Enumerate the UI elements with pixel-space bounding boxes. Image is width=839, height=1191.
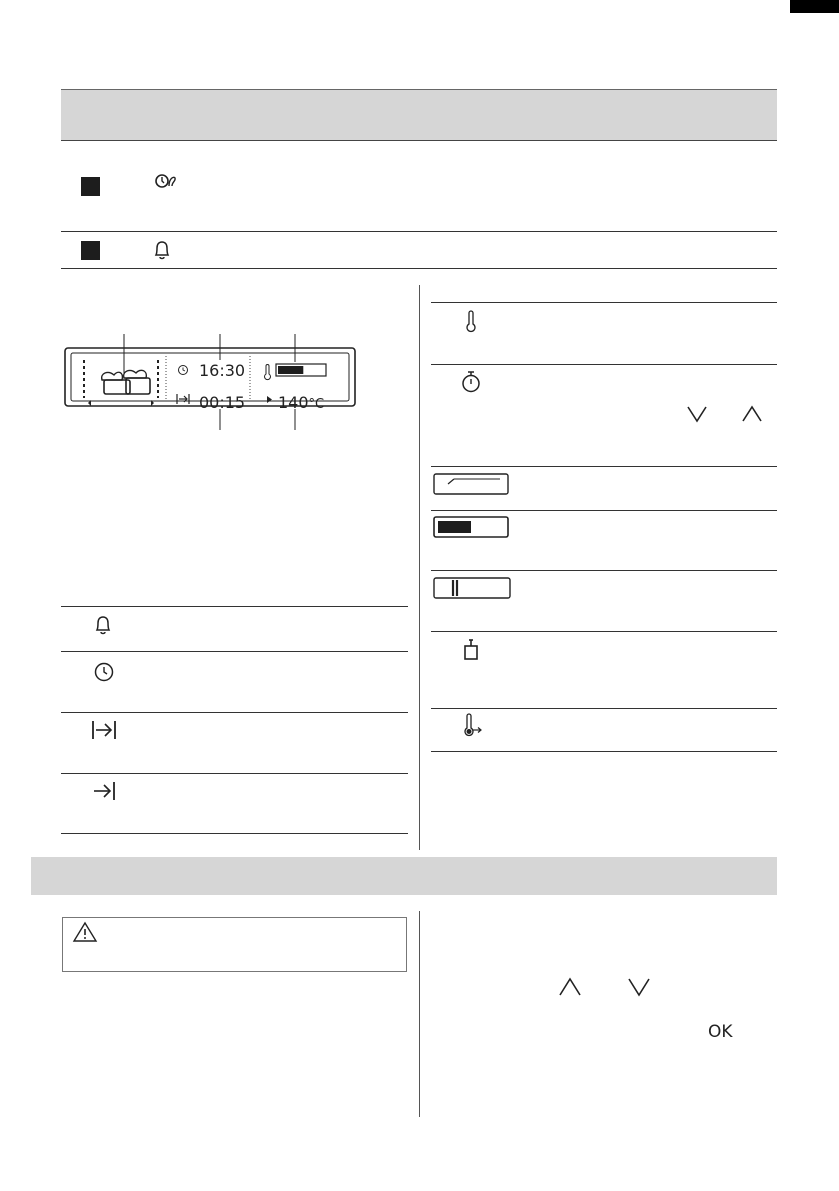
bar-position-icon — [432, 576, 512, 600]
right-list-divider-1 — [431, 364, 777, 365]
duration-icon — [90, 719, 118, 741]
warning-triangle-icon — [72, 921, 98, 943]
left-list-divider-2 — [61, 712, 408, 713]
core-temp-icon — [464, 310, 478, 334]
display-temperature — [278, 393, 324, 412]
right-list-bottom-border — [431, 751, 777, 752]
chevron-down-icon[interactable] — [685, 404, 709, 424]
row-marker-2 — [81, 241, 100, 260]
right-list-divider-2 — [431, 466, 777, 467]
chevron-down-icon[interactable] — [626, 976, 652, 998]
column-separator-lower — [419, 911, 420, 1117]
chevron-up-icon[interactable] — [557, 976, 583, 998]
row-marker-1 — [81, 177, 100, 196]
stopwatch-icon — [461, 370, 481, 394]
probe-icon — [462, 713, 484, 739]
display-time: 16:30 — [199, 361, 246, 380]
bar-empty-icon — [432, 472, 510, 496]
ok-button[interactable]: OK — [708, 1022, 733, 1042]
chevron-up-icon[interactable] — [740, 404, 764, 424]
right-list-divider-5 — [431, 631, 777, 632]
water-tank-icon — [462, 638, 480, 662]
display-temperature-unit: °C — [308, 397, 325, 412]
right-list-divider-4 — [431, 570, 777, 571]
right-list-divider-3 — [431, 510, 777, 511]
left-list-divider-3 — [61, 773, 408, 774]
right-list-divider-6 — [431, 708, 777, 709]
warning-box — [62, 917, 407, 972]
column-separator-upper — [419, 285, 420, 850]
bell-icon — [153, 239, 171, 261]
page-edge-mark — [790, 0, 839, 13]
section-header-band — [31, 857, 777, 895]
table-row-divider-1 — [61, 231, 777, 232]
table-header-band — [61, 89, 777, 141]
left-list-divider-1 — [61, 651, 408, 652]
display-diagram — [62, 330, 360, 430]
table-bottom-border — [61, 268, 777, 269]
display-temperature-value: 140 — [278, 393, 309, 412]
left-list-top-border — [61, 606, 408, 607]
left-list-bottom-border — [61, 833, 408, 834]
end-time-icon — [92, 780, 118, 802]
clock-and-key-icon — [154, 172, 178, 192]
bar-fill-icon — [432, 515, 510, 539]
bell-icon — [94, 614, 112, 636]
display-duration: 00:15 — [199, 393, 246, 412]
right-list-top-border — [431, 302, 777, 303]
clock-icon — [93, 661, 115, 683]
